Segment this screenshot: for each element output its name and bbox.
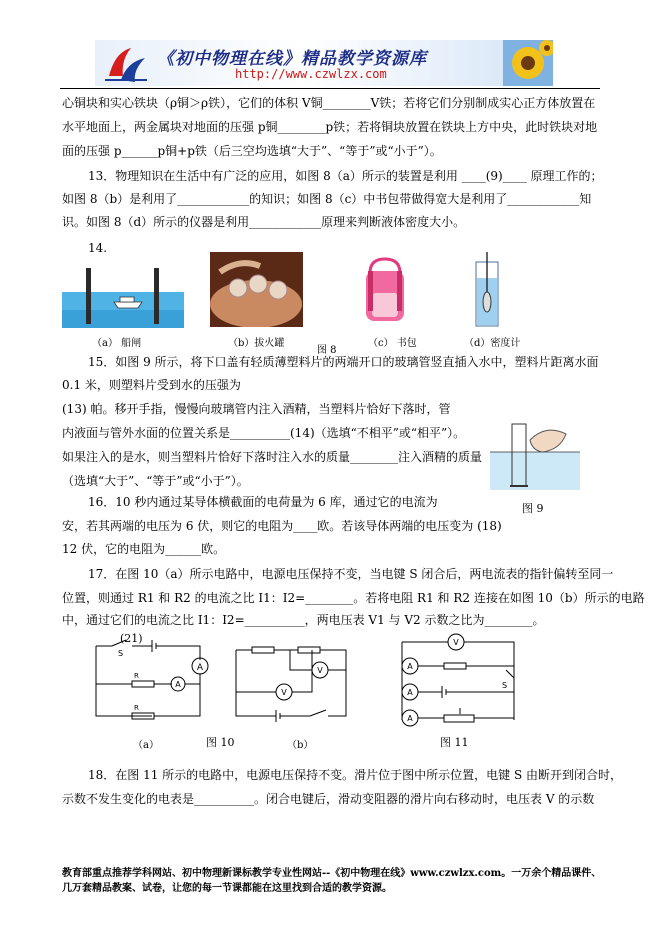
- text-line: 内液面与管外水面的位置关系是__________(14)（选填“不相平”或“相平”）。: [62, 426, 466, 440]
- svg-text:A: A: [175, 680, 181, 689]
- circuit-10a: [92, 632, 214, 722]
- text-line: 面的压强 p______p铜+p铁（后三空均选填“大于”、“等于”或“小于”）。: [62, 144, 442, 158]
- text-line: 安，若其两端的电压为 6 伏，则它的电阻为____欧。若该导体两端的电压变为 (18): [62, 519, 502, 533]
- question-15: 15．如图 9 所示，将下口盖有轻质薄塑料片的两端开口的玻璃管竖直插入水中，塑料片距离水面: [88, 355, 599, 369]
- circuit-10b: [232, 640, 352, 722]
- fig8-caption: 图 8: [317, 345, 337, 356]
- fig8-caption-a: （a） 船闸: [92, 338, 142, 349]
- footer: [62, 866, 602, 896]
- fig9-caption: 图 9: [522, 502, 544, 515]
- question-13: 13．物理知识在生活中有广泛的应用，如图 8（a）所示的装置是利用 ____(9)____ 原理工作的；: [88, 169, 603, 183]
- sunflower-icon: [503, 40, 553, 86]
- text-line: (13) 帕。移开手指，慢慢向玻璃管内注入酒精，当塑料片恰好下落时，管: [62, 402, 451, 416]
- text-line: 识。如图 8（d）所示的仪器是利用____________原理来判断液体密度大小。: [62, 215, 466, 229]
- svg-text:R: R: [134, 672, 139, 680]
- question-18: 18．在图 11 所示的电路中，电源电压保持不变。滑片位于图中所示位置，电键 S 由断开到闭合时，: [88, 768, 623, 782]
- text-line: 心铜块和实心铁块（ρ铜＞ρ铁），它们的体积 V铜________V铁；若将它们分别制成实心正方体放置在: [62, 96, 596, 110]
- circuit-11: [394, 630, 520, 728]
- banner-title: 《初中物理在线》精品教学资源库: [157, 49, 427, 69]
- text-line: 0.1 米，则塑料片受到水的压强为: [62, 378, 241, 392]
- logo-icon: [101, 42, 151, 84]
- fig8-caption-b: （b）拔火罐: [228, 338, 285, 349]
- fig10-blank-21: (21): [120, 632, 143, 645]
- text-line: 示数不发生变化的电表是__________。闭合电键后，滑动变阻器的滑片向右移动时，电压表 V 的示数: [62, 792, 595, 806]
- fig10-caption: 图 10: [206, 736, 235, 749]
- hydrometer-figure: [470, 252, 504, 328]
- text-line: 水平地面上，两金属块对地面的压强 p铜________p铁；若将铜块放置在铁块上方中央，此时铁块对地: [62, 120, 598, 134]
- svg-text:A: A: [196, 663, 204, 673]
- svg-text:A: A: [407, 662, 413, 671]
- fig10-caption-a: （a）: [133, 740, 159, 751]
- header-banner: [95, 40, 553, 86]
- header-rule: [60, 88, 600, 89]
- fig8-caption-c: （c） 书包: [368, 338, 417, 349]
- question-17: 17．在图 10（a）所示电路中，电源电压保持不变，当电键 S 闭合后，两电流表的指针偏转至同一: [88, 567, 614, 581]
- fig11-caption: 图 11: [440, 736, 469, 749]
- svg-text:S: S: [502, 681, 508, 690]
- question-14: 14.: [88, 241, 108, 255]
- text-line: 如图 8（b）是利用了____________的知识；如图 8（c）中书包带做得宽大是利用了____________知: [62, 192, 592, 206]
- text-line: 如果注入的是水，则当塑料片恰好下落时注入水的质量________注入酒精的质量: [62, 450, 483, 464]
- svg-text:A: A: [407, 688, 413, 697]
- backpack-figure: [360, 255, 410, 327]
- svg-text:V: V: [281, 688, 287, 697]
- svg-text:V: V: [317, 666, 323, 675]
- cupping-figure: [210, 252, 303, 327]
- svg-text:R: R: [134, 704, 139, 712]
- text-line: （选填“大于”、“等于”或“小于”）。: [62, 474, 249, 488]
- svg-text:S: S: [118, 649, 124, 658]
- ship-lock-figure: [62, 262, 184, 328]
- fig10-caption-b: （b）: [287, 740, 314, 751]
- text-line: 中，通过它们的电流之比 I1：I2=__________，两电压表 V1 与 V2 示数之比为________。: [62, 613, 545, 627]
- text-line: 12 伏，它的电阻为______欧。: [62, 542, 226, 556]
- glass-tube-figure: [490, 420, 580, 490]
- banner-url[interactable]: http://www.czwlzx.com: [235, 67, 387, 81]
- text-line: 位置，则通过 R1 和 R2 的电流之比 I1：I2=________。若将电阻 R1 和 R2 连接在如图 10（b）所示的电路: [62, 591, 645, 605]
- question-16: 16．10 秒内通过某导体横截面的电荷量为 6 库，通过它的电流为: [88, 495, 438, 509]
- svg-text:A: A: [407, 714, 413, 723]
- footer-line: 几万套精品教案、试卷，让您的每一节课都能在这里找到合适的教学资源。: [62, 883, 392, 894]
- footer-line: 教育部重点推荐学科网站、初中物理新课标教学专业性网站--《初中物理在线》www.czwlzx.com。一万余个精品课件、: [62, 868, 602, 879]
- fig8-caption-d: （d）密度计: [464, 338, 521, 349]
- svg-text:V: V: [453, 638, 459, 647]
